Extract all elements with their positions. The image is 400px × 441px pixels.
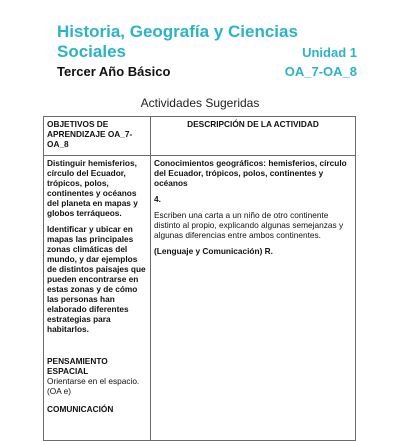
subject-title-continued: Sociales (57, 42, 126, 61)
objective-paragraph-2: Identificar y ubicar en mapas las principales zonas climáticas del mundo, y dar ejemplos de distintos paisajes que pueden encontrarse en estas zonas y de cómo las personas han elaborado diferentes estrategias para habitarlos. (47, 224, 146, 334)
activity-number: 4. (154, 194, 161, 204)
objective-paragraph-1: Distinguir hemisferios, círculo del Ecuador, trópicos, polos, continentes y océanos del planeta en mapas y globos terráqueos. (47, 158, 138, 218)
activity-heading: Conocimientos geográficos: hemisferios, círculo del Ecuador, trópicos, polos, continentes y océanos (154, 158, 347, 188)
table-row (44, 156, 356, 441)
unit-label: Unidad 1 (302, 45, 357, 60)
skill-text: Orientarse en el espacio. (OA e) (47, 376, 140, 396)
table-header-row (44, 117, 356, 156)
skill-heading: PENSAMIENTO ESPACIAL (47, 356, 108, 376)
activities-table (43, 116, 356, 441)
document-header (57, 22, 357, 79)
section-title: Actividades Sugeridas (140, 96, 260, 110)
objectives-cell (44, 156, 151, 441)
activity-text: Escriben una carta a un niño de otro continente distinto al propio, explicando algunas semejanzas y algunas diferencias entre ambos continentes. (154, 210, 344, 240)
subtitle-row (57, 64, 357, 79)
activity-integration: (Lenguaje y Comunicación) R. (154, 246, 273, 256)
title-row (57, 42, 357, 62)
oa-code: OA_7-OA_8 (284, 64, 357, 79)
objectives-column-header: OBJETIVOS DE APRENDIZAJE OA_7-OA_8 (44, 117, 151, 156)
next-skill-heading: COMUNICACIÓN (47, 404, 114, 414)
subject-title: Historia, Geografía y Ciencias (57, 22, 298, 41)
grade-label: Tercer Año Básico (57, 64, 171, 79)
description-column-header: DESCRIPCIÓN DE LA ACTIVIDAD (151, 117, 356, 156)
description-cell (151, 156, 356, 441)
